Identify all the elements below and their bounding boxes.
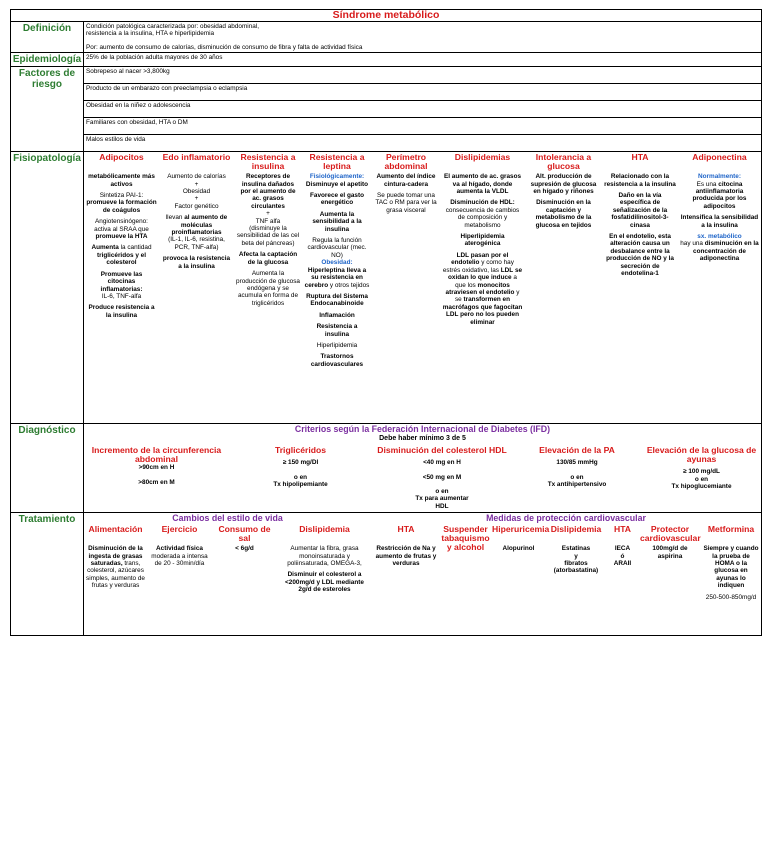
trat-header: Consumo de sal bbox=[218, 524, 271, 544]
reslep-1: Fisiológicamente: bbox=[309, 173, 365, 181]
trat-block bbox=[84, 513, 762, 636]
dislip-13: transformen en macrófagos que fagocitan LDL pero no los pueden eliminar bbox=[442, 296, 523, 326]
diag-col bbox=[229, 443, 372, 512]
trat-cell bbox=[84, 543, 147, 635]
page-title: Síndrome metabólico bbox=[11, 10, 762, 22]
trat-header: Dislipidemia bbox=[550, 524, 602, 535]
reslep-6: Obesidad: bbox=[321, 259, 353, 267]
trat-cell bbox=[147, 543, 212, 635]
adipo-6: sx. metabólico bbox=[697, 233, 742, 241]
trat-cell bbox=[277, 543, 372, 635]
diag-col-line: >80cm en M bbox=[138, 478, 175, 486]
adipocitos-9: Promueve las citocinas inflamatorias: bbox=[100, 270, 143, 293]
trat-header: Metformina bbox=[707, 524, 755, 535]
adipocitos-1: metabólicamente más activos bbox=[88, 173, 155, 188]
definicion-line3: Por: aumento de consumo de calorías, disminución de consumo de fibra y falta de actividad física bbox=[86, 43, 363, 51]
trat-cell bbox=[701, 543, 761, 635]
adipo-5: Intensifica la sensibilidad a la insulina bbox=[680, 214, 759, 229]
edo-9: provoca la resistencia a la insulina bbox=[162, 255, 231, 270]
diag-col-line: Tx para aumentar bbox=[415, 495, 469, 503]
definicion-line1: Condición patológica caracterizada por: obesidad abdominal, bbox=[86, 23, 260, 30]
adipocitos-7: la cantidad bbox=[120, 244, 152, 252]
diag-col-line: o en bbox=[293, 473, 308, 481]
dislip-6: y como hay estrés oxidativo, las bbox=[442, 259, 514, 274]
diag-col-line: o en bbox=[570, 473, 584, 481]
dislip-cell bbox=[440, 171, 525, 423]
trat-line: fibratos bbox=[564, 560, 588, 568]
factor-item: Sobrepeso al nacer >3,800kg bbox=[84, 67, 761, 84]
diag-col bbox=[642, 443, 761, 512]
dislip-9: induce bbox=[491, 274, 512, 282]
label-diagnostico: Diagnóstico bbox=[11, 424, 84, 513]
reslep-13: Trastornos cardiovasculares bbox=[310, 353, 364, 368]
trat-header: Suspender tabaquismo y alcohol bbox=[441, 524, 490, 553]
trat-line: trans, colesterol, azúcares simples, aumento de frutas y verduras bbox=[86, 560, 145, 590]
edo-1: Aumento de calorías bbox=[167, 173, 226, 181]
intol-2: Disminución en la captación y metabolismo de la glucosa en tejidos bbox=[535, 199, 592, 229]
dislip-12: y se bbox=[454, 288, 520, 304]
diag-col-line: o en bbox=[694, 475, 709, 483]
label-tratamiento: Tratamiento bbox=[11, 513, 84, 636]
trat-cell bbox=[212, 543, 277, 635]
trat-line: Estatinas bbox=[561, 545, 591, 553]
diag-col-line: ≥ 100 mg/dL bbox=[683, 468, 720, 476]
trat-cell bbox=[546, 543, 606, 635]
reslep-5: Regula la función cardiovascular (mec. NO) bbox=[307, 237, 367, 259]
diag-col-line: Tx hipolipemiante bbox=[273, 481, 328, 489]
trat-header: Alimentación bbox=[88, 524, 143, 535]
diag-block bbox=[84, 424, 762, 513]
reslep-10: Inflamación bbox=[319, 311, 355, 319]
dislip-5: LDL pasan por el endotelio bbox=[451, 251, 509, 267]
label-fisiopatologia: Fisiopatología bbox=[11, 152, 84, 424]
resins-cell bbox=[234, 171, 302, 423]
adipocitos-cell bbox=[84, 171, 159, 423]
reslep-7: Hiperleptina lleva a su resistencia en cerebro bbox=[304, 266, 367, 289]
diag-col-header: Incremento de la circunferencia abdominal bbox=[91, 445, 222, 465]
edo-4: + bbox=[194, 195, 199, 203]
dislip-3: consecuencia de cambios de composición y metabolismo bbox=[445, 206, 520, 229]
trat-line: Disminuir el colesterol a <200mg/d y LDL mediante 2g/d de esteroles bbox=[285, 571, 364, 594]
diag-col-header: Triglicéridos bbox=[274, 445, 327, 456]
diag-col-line: >90cm en H bbox=[138, 464, 175, 472]
diag-col bbox=[84, 443, 229, 512]
adipo-7: hay una bbox=[680, 240, 703, 248]
diag-col-header: Disminución del colesterol HDL bbox=[377, 445, 507, 456]
adipo-3: citocina antiinflamatoria bbox=[695, 180, 744, 196]
definicion-text bbox=[84, 22, 762, 53]
trat-line: Siempre y cuando la prueba de HOMA o la glucosa en ayunas lo indiquen bbox=[703, 545, 759, 590]
edo-5: Factor genético bbox=[174, 202, 219, 210]
trat-line: < 6g/d bbox=[235, 545, 254, 553]
epidemiologia-text: 25% de la población adulta mayores de 30 años bbox=[84, 53, 762, 67]
diag-criteria-sub: Debe haber mínimo 3 de 5 bbox=[379, 435, 466, 443]
label-factores-2: riesgo bbox=[31, 79, 62, 91]
trat-line: 100mg/d de aspirina bbox=[652, 545, 688, 560]
label-epidemiologia: Epidemiología bbox=[11, 53, 84, 67]
trat-line: ARAII bbox=[613, 560, 632, 568]
edo-3: Obesidad bbox=[182, 188, 211, 196]
edo-6: llevan bbox=[165, 214, 183, 222]
adipocitos-5: promueve la HTA bbox=[95, 233, 148, 241]
diag-col bbox=[512, 443, 642, 512]
fisio-header: HTA bbox=[631, 152, 649, 163]
resins-5: Afecta la captación de la glucosa bbox=[238, 251, 298, 266]
label-factores bbox=[11, 67, 84, 152]
perimetro-cell bbox=[372, 171, 440, 423]
diag-col bbox=[372, 443, 512, 512]
dislip-2: Disminución de HDL: bbox=[450, 199, 515, 207]
label-factores-1: Factores de bbox=[18, 68, 76, 80]
trat-line: y bbox=[574, 552, 578, 560]
fisio-header: Resistencia a insulina bbox=[240, 152, 296, 172]
adipocitos-3: promueve la formación de coágulos bbox=[86, 199, 157, 214]
fisio-header: Edo inflamatorio bbox=[162, 152, 231, 163]
adipo-4: producida por los adipocitos bbox=[692, 195, 747, 210]
adipo-2: Es una bbox=[696, 180, 717, 188]
reslep-9: Ruptura del Sistema Endocanabinoide bbox=[306, 292, 368, 308]
diag-criteria-title: Criterios según la Federación Internacional de Diabetes (IFD) bbox=[294, 424, 551, 435]
factor-item: Malos estilos de vida bbox=[86, 136, 146, 144]
hta-2: Daño en la vía específica de señalización de la fosfatidilinositol-3-cinasa bbox=[611, 192, 669, 229]
trat-header: Protector cardiovascular bbox=[640, 524, 701, 544]
reslep-4: Aumenta la sensibilidad a la insulina bbox=[312, 210, 362, 233]
trat-line: 250-500-850mg/d bbox=[705, 593, 757, 601]
definicion-line2: resistencia a la insulina, HTA e hiperlipidemia bbox=[86, 30, 215, 38]
trat-cell bbox=[491, 543, 546, 635]
resins-6: Aumenta la producción de glucosa endógena y se acumula en forma de triglicéridos bbox=[236, 270, 300, 307]
trat-group-lifestyle: Cambios del estilo de vida bbox=[172, 513, 283, 524]
resins-1: Receptores de insulina dañados por el aumento de ac. grasos circulantes bbox=[240, 173, 296, 210]
reslep-11: Resistencia a insulina bbox=[316, 323, 358, 338]
adipocitos-10: IL-6, TNF-alfa bbox=[101, 292, 142, 300]
factor-item: Familiares con obesidad, HTA o DM bbox=[84, 118, 761, 135]
trat-cell bbox=[606, 543, 639, 635]
adipo-8: disminución en la bbox=[704, 240, 759, 248]
edo-2: + bbox=[194, 180, 199, 188]
reslep-3: Favorece el gasto energético bbox=[310, 192, 364, 207]
syndrome-table bbox=[10, 9, 762, 636]
trat-line: Disminución de la ingesta de grasas saturadas, bbox=[88, 545, 143, 568]
trat-line: IECA bbox=[614, 545, 631, 553]
diag-col-line: Tx antihipertensivo bbox=[547, 481, 607, 489]
diag-col-line: 130/85 mmHg bbox=[556, 459, 598, 467]
intol-cell bbox=[525, 171, 602, 423]
diag-col-header: Elevación de la glucosa de ayunas bbox=[646, 445, 757, 465]
diag-col-line: <50 mg en M bbox=[422, 473, 462, 481]
trat-header: HTA bbox=[397, 524, 415, 535]
trat-line: ó bbox=[620, 552, 625, 560]
adipo-1: Normalmente: bbox=[698, 173, 741, 181]
dislip-10: a que los bbox=[455, 274, 517, 289]
fisio-header: Intolerancia a glucosa bbox=[535, 152, 592, 172]
fisio-header: Perímetro abdominal bbox=[384, 152, 428, 172]
factor-item: Producto de un embarazo con preeclampsia o eclampsia bbox=[84, 84, 761, 101]
fisio-header: Dislipidemias bbox=[454, 152, 511, 163]
trat-line: Restricción de Na y aumento de frutas y verduras bbox=[375, 545, 437, 568]
trat-group-cardio: Medidas de protección cardiovascular bbox=[486, 513, 646, 524]
factor-item: Obesidad en la niñez o adolescencia bbox=[84, 101, 761, 118]
trat-line: Aumentar la fibra, grasa monoinsaturada y poliinsaturada, OMEGA-3, bbox=[287, 545, 362, 568]
hta-3: En el endotelio, esta alteración causa un desbalance entre la producción de NO y la secreción de endotelina-1 bbox=[606, 233, 674, 278]
trat-header: Ejercicio bbox=[161, 524, 198, 535]
perimetro-2: Se puede tomar una TAC o RM para ver la grasa visceral bbox=[375, 192, 437, 214]
reslep-12: Hiperlipidemia bbox=[316, 341, 358, 349]
trat-line: moderada a intensa de 20 - 30min/día bbox=[151, 552, 208, 568]
edo-8: (IL-1, IL-6, resistina, PCR, TNF-alfa) bbox=[168, 236, 225, 251]
trat-line: Alopurinol bbox=[502, 545, 535, 553]
resins-3: TNF alfa bbox=[255, 217, 281, 225]
diag-col-line: <40 mg en H bbox=[423, 459, 461, 467]
fisio-header: Resistencia a leptina bbox=[309, 152, 365, 172]
factores-list bbox=[84, 67, 762, 152]
resins-2: + bbox=[266, 210, 270, 218]
dislip-1: El aumento de ac. grasos va al hígado, donde aumenta la VLDL bbox=[443, 173, 522, 196]
diag-col-line: ≥ 150 mg/Dl bbox=[282, 459, 319, 467]
fisio-block bbox=[84, 152, 762, 424]
trat-cell bbox=[639, 543, 701, 635]
hta-cell bbox=[602, 171, 678, 423]
adipo-cell bbox=[678, 171, 761, 423]
edo-7: al aumento de moléculas proinflamatorias bbox=[171, 214, 228, 237]
fisio-header: Adipocitos bbox=[99, 152, 144, 163]
dislip-4: Hiperlipidemia aterogénica bbox=[460, 233, 505, 248]
intol-1: Alt. producción de supresión de glucosa en hígado y riñones bbox=[530, 173, 597, 196]
reslep-8: y otros tejidos bbox=[329, 281, 370, 289]
edo-cell bbox=[159, 171, 234, 423]
trat-cell bbox=[372, 543, 440, 635]
reslep-2: Disminuye el apetito bbox=[305, 180, 369, 188]
dislip-7: LDL bbox=[500, 266, 514, 274]
trat-header: HTA bbox=[613, 524, 632, 535]
fisio-header: Adiponectina bbox=[692, 152, 747, 163]
dislip-11: monocitos atraviesen el endotelio bbox=[445, 281, 515, 296]
diag-col-header: Elevación de la PA bbox=[539, 445, 615, 456]
hta-1: Relacionado con la resistencia a la insulina bbox=[604, 173, 676, 188]
resins-4: (disminuye la sensibilidad de las cel beta del páncreas) bbox=[236, 225, 300, 247]
adipocitos-8: triglicéridos y el colesterol bbox=[96, 251, 146, 267]
trat-header: Hiperuricemia bbox=[492, 524, 550, 535]
trat-header: Dislipidemia bbox=[299, 524, 350, 535]
adipocitos-11: Produce resistencia a la insulina bbox=[88, 304, 155, 319]
diag-col-line: o en bbox=[435, 488, 449, 496]
perimetro-1: Aumento del índice cintura-cadera bbox=[376, 173, 436, 188]
trat-line: (atorbastatina) bbox=[553, 567, 599, 575]
trat-line: Actividad física bbox=[156, 545, 203, 553]
diag-col-line: Tx hipoglucemiante bbox=[671, 483, 732, 491]
dislip-8: se oxidan lo que bbox=[448, 266, 523, 282]
label-definicion: Definición bbox=[11, 22, 84, 53]
adipocitos-4: Angiotensinógeno: activa al SRAA que bbox=[94, 218, 149, 233]
reslep-cell bbox=[302, 171, 372, 423]
adipocitos-2: Sintetiza PAI-1: bbox=[99, 192, 144, 200]
diag-col-line: HDL bbox=[435, 502, 449, 510]
adipocitos-6: Aumenta bbox=[91, 244, 119, 252]
adipo-9: concentración de adiponectina bbox=[693, 247, 746, 263]
